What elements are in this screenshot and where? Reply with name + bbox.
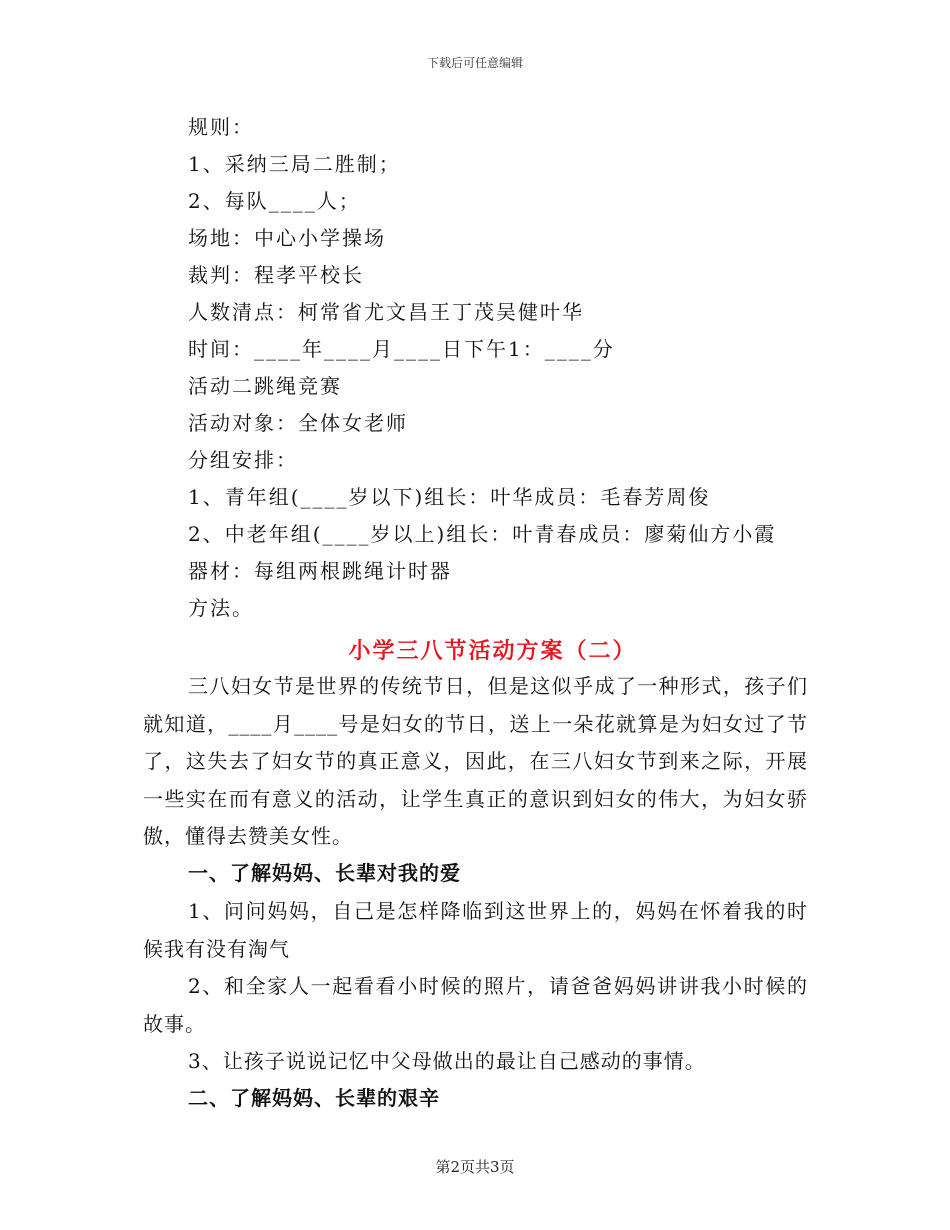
rules-line: 活动二跳绳竞赛	[188, 374, 342, 398]
rules-line: 1、采纳三局二胜制；	[188, 152, 401, 176]
rules-line: 2、每队____人；	[188, 189, 361, 213]
rules-line: 场地：中心小学操场	[188, 226, 386, 250]
rules-line: 方法。	[188, 596, 254, 620]
heading-love: 一、了解妈妈、长辈对我的爱	[188, 861, 461, 885]
rules-line: 分组安排：	[188, 448, 298, 472]
rules-line: 活动对象：全体女老师	[188, 411, 408, 435]
rules-line: 人数清点：柯常省尤文昌王丁茂吴健叶华	[188, 300, 584, 324]
page-header: 下载后可任意编辑	[426, 56, 523, 70]
list-item: 2、和全家人一起看看小时候的照片，请爸爸妈妈讲讲我小时候的故事。	[143, 974, 808, 1036]
list-item: 3、让孩子说说记忆中父母做出的最让自己感动的事情。	[188, 1049, 706, 1073]
heading-hardship: 二、了解妈妈、长辈的艰辛	[188, 1086, 440, 1110]
rules-line: 规则：	[188, 115, 254, 139]
page-footer: 第2页共3页	[435, 1158, 515, 1176]
rules-line: 1、青年组(____岁以下)组长：叶华成员：毛春芳周俊	[188, 485, 711, 509]
list-item: 1、问问妈妈，自己是怎样降临到这世界上的，妈妈在怀着我的时候我有没有淘气	[143, 899, 808, 961]
intro-paragraph: 三八妇女节是世界的传统节日，但是这似乎成了一种形式，孩子们就知道，____月____号是妇女的节日，送上一朵花就算是为妇女过了节了，这失去了妇女节的真正意义，因此，在三八妇女节到来之际，开展一些实在而有意义的活动，让学生真正的意识到妇女的伟大，为妇女骄傲，懂得去赞美女性。	[143, 674, 808, 848]
rules-line: 时间：____年____月____日下午1：____分	[188, 337, 615, 361]
rules-line: 2、中老年组(____岁以上)组长：叶青春成员：廖菊仙方小霞	[188, 522, 777, 546]
section-title: 小学三八节活动方案（二）	[348, 638, 637, 664]
rules-line: 裁判：程孝平校长	[188, 263, 364, 287]
rules-line: 器材：每组两根跳绳计时器	[188, 559, 452, 583]
